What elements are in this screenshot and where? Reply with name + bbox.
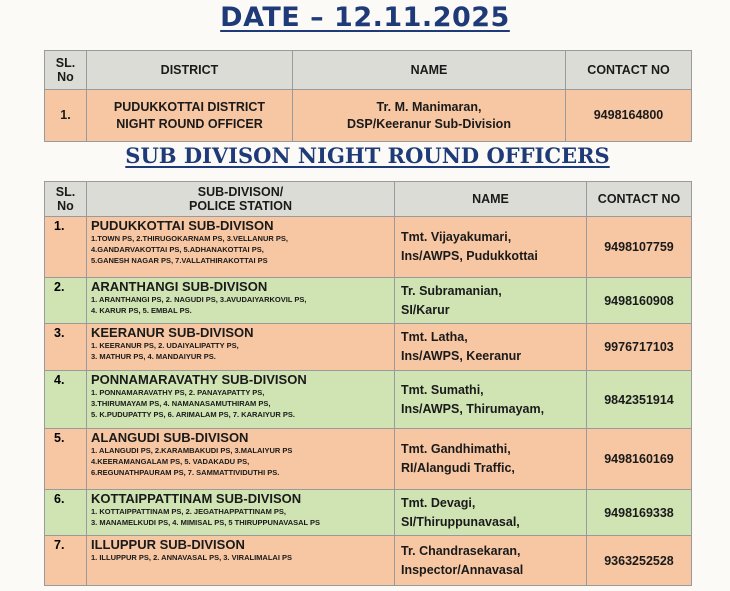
division-cell <box>87 429 395 490</box>
police-station-list: 4. KARUR PS, 5. EMBAL PS. <box>91 306 192 315</box>
police-station-list: 3. MANAMELKUDI PS, 4. MIMISAL PS, 5 THIRUPPUNAVASAL PS <box>91 518 321 527</box>
division-cell <box>87 278 395 324</box>
officer-designation: RI/Alangudi Traffic, <box>401 461 515 475</box>
contact-number: 9498107759 <box>587 217 692 278</box>
sl-number: 5. <box>45 429 87 490</box>
contact-number: 9363252528 <box>587 536 692 586</box>
police-station-list: 1. KOTTAIPPATTINAM PS, 2. JEGATHAPPATTINAM PS, <box>91 507 287 516</box>
officer-name: Tmt. Gandhimathi, <box>401 442 511 456</box>
column-header-contact: CONTACT NO <box>566 51 692 90</box>
police-station-list: 1.TOWN PS, 2.THIRUGOKARNAM PS, 3.VELLANUR PS, <box>91 234 288 243</box>
officer-name-cell <box>293 90 566 142</box>
officer-designation: DSP/Keeranur Sub-Division <box>347 116 511 131</box>
officer-name-cell <box>395 217 587 278</box>
division-cell <box>87 536 395 586</box>
police-station-list: 4.KEERAMANGALAM PS, 5. VADAKADU PS, <box>91 457 250 466</box>
sl-number: 4. <box>45 371 87 429</box>
officer-name: Tr. M. Manimaran, <box>376 99 482 114</box>
officer-name: Tr. Chandrasekaran, <box>401 543 521 558</box>
division-name: PONNAMARAVATHY SUB-DIVISON <box>91 372 307 387</box>
sl-number: 3. <box>45 324 87 371</box>
header-line: SL. <box>55 185 76 199</box>
header-line: No <box>57 199 74 213</box>
section-title <box>44 143 691 168</box>
contact-number: 9498160169 <box>587 429 692 490</box>
sl-number: 2. <box>45 278 87 324</box>
district-line: NIGHT ROUND OFFICER <box>116 116 263 131</box>
table-header-row <box>45 51 692 90</box>
officer-name: Tmt. Sumathi, <box>401 382 484 397</box>
sl-number: 1. <box>45 217 87 278</box>
police-station-list: 5.GANESH NAGAR PS, 7.VALLATHIRAKOTTAI PS <box>91 256 268 265</box>
column-header-sl: SL. No <box>45 51 87 90</box>
contact-number: 9498169338 <box>587 490 692 536</box>
division-cell <box>87 217 395 278</box>
police-station-list: 3.THIRUMAYAM PS, 4. NAMANASAMUTHIRAM PS, <box>91 399 271 408</box>
column-header-division <box>87 182 395 217</box>
contact-number: 9842351914 <box>587 371 692 429</box>
police-station-list: 3. MATHUR PS, 4. MANDAIYUR PS. <box>91 352 216 361</box>
sub-division-table <box>44 181 692 586</box>
police-station-list: 1. KEERANUR PS, 2. UDAIYALIPATTY PS, <box>91 341 239 350</box>
officer-designation: SI/Thiruppunavasal, <box>401 514 520 529</box>
division-name: ALANGUDI SUB-DIVISON <box>91 430 249 445</box>
contact-number: 9976717103 <box>587 324 692 371</box>
police-station-list: 1. ALANGUDI PS, 2.KARAMBAKUDI PS, 3.MALAIYUR PS <box>91 446 293 455</box>
officer-designation: Ins/AWPS, Keeranur <box>401 349 522 363</box>
police-station-list: 6.REGUNATHPAURAM PS, 7. SAMMATTIVIDUTHI PS. <box>91 468 280 477</box>
police-station-list: 5. K.PUDUPATTY PS, 6. ARIMALAM PS, 7. KARAIYUR PS. <box>91 410 295 419</box>
table-row <box>45 371 692 429</box>
police-station-list: 1. ARANTHANGI PS, 2. NAGUDI PS, 3.AVUDAIYARKOVIL PS, <box>91 295 307 304</box>
district-officer-table <box>44 50 692 142</box>
officer-name: Tmt. Latha, <box>401 330 468 344</box>
date-heading: DATE – 12.11.2025 <box>220 2 510 33</box>
officer-name-cell <box>395 278 587 324</box>
officer-designation: Inspector/Annavasal <box>401 562 524 577</box>
section-heading: SUB DIVISON NIGHT ROUND OFFICERS <box>125 143 610 168</box>
officer-designation: SI/Karur <box>401 302 450 317</box>
officer-name-cell <box>395 429 587 490</box>
table-row <box>45 490 692 536</box>
officer-name-cell <box>395 324 587 371</box>
header-line: SUB-DIVISON/ <box>197 185 284 199</box>
officer-name: Tr. Subramanian, <box>401 283 502 298</box>
table-row <box>45 429 692 490</box>
table-row <box>45 324 692 371</box>
division-cell <box>87 371 395 429</box>
division-name: PUDUKKOTTAI SUB-DIVISON <box>91 218 274 233</box>
officer-name: Tmt. Devagi, <box>401 495 476 510</box>
sl-number: 1. <box>45 90 87 142</box>
table-header-row <box>45 182 692 217</box>
division-cell <box>87 490 395 536</box>
page-title <box>0 2 730 33</box>
column-header-district: DISTRICT <box>87 51 293 90</box>
officer-name: Tmt. Vijayakumari, <box>401 230 512 244</box>
division-name: KOTTAIPPATTINAM SUB-DIVISON <box>91 491 302 506</box>
district-line: PUDUKKOTTAI DISTRICT <box>113 99 266 114</box>
table-row <box>45 278 692 324</box>
contact-number: 9498164800 <box>566 90 692 142</box>
column-header-name: NAME <box>395 182 587 217</box>
column-header-name: NAME <box>293 51 566 90</box>
sl-number: 7. <box>45 536 87 586</box>
division-cell <box>87 324 395 371</box>
police-station-list: 4.GANDARVAKOTTAI PS, 5.ADHANAKOTTAI PS, <box>91 245 264 254</box>
table-row <box>45 90 692 142</box>
division-name: KEERANUR SUB-DIVISON <box>91 325 254 340</box>
sl-number: 6. <box>45 490 87 536</box>
officer-name-cell <box>395 371 587 429</box>
police-station-list: 1. PONNAMARAVATHY PS, 2. PANAYAPATTY PS, <box>91 388 265 397</box>
table-row <box>45 536 692 586</box>
column-header-sl <box>45 182 87 217</box>
district-cell <box>87 90 293 142</box>
officer-designation: Ins/AWPS, Pudukkottai <box>401 249 538 263</box>
division-name: ARANTHANGI SUB-DIVISON <box>91 279 268 294</box>
officer-name-cell <box>395 536 587 586</box>
column-header-contact: CONTACT NO <box>587 182 692 217</box>
officer-name-cell <box>395 490 587 536</box>
header-line: POLICE STATION <box>188 199 292 213</box>
officer-designation: Ins/AWPS, Thirumayam, <box>401 401 545 416</box>
police-station-list: 1. ILLUPPUR PS, 2. ANNAVASAL PS, 3. VIRALIMALAI PS <box>91 553 293 562</box>
table-row <box>45 217 692 278</box>
division-name: ILLUPPUR SUB-DIVISON <box>91 537 245 552</box>
contact-number: 9498160908 <box>587 278 692 324</box>
